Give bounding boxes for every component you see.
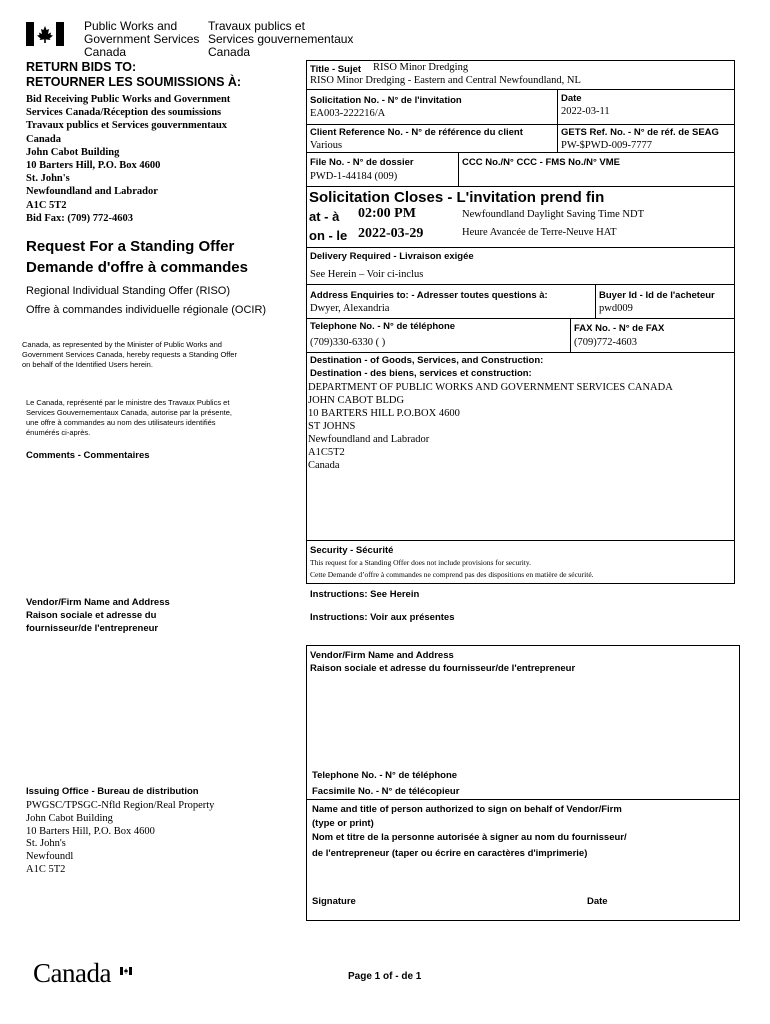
address-line: Newfoundland and Labrador — [26, 186, 158, 198]
dept-en-line: Canada — [84, 45, 127, 59]
issuing-line: A1C 5T2 — [26, 863, 66, 875]
statement-line: on behalf of the Identified Users herein. — [22, 360, 153, 369]
issuing-line: Newfoundl — [26, 851, 74, 863]
client-reference-label: Client Reference No. - N° de référence du client — [310, 127, 523, 138]
file-number-label: File No. - N° de dossier — [310, 157, 414, 168]
buyer-id-label: Buyer Id - Id de l'acheteur — [599, 290, 715, 301]
destination-label-en: Destination - of Goods, Services, and Construction: — [310, 355, 544, 366]
delivery-required-label: Delivery Required - Livraison exigée — [310, 251, 474, 262]
request-title-fr: Demande d'offre à commandes — [26, 259, 248, 276]
closing-date-value: 2022-03-29 — [358, 226, 424, 241]
request-title — [26, 236, 248, 278]
vendor-box-label: Vendor/Firm Name and Address — [310, 650, 454, 661]
issuing-line: St. John's — [26, 838, 66, 850]
address-enquiries-value: Dwyer, Alexandria — [310, 303, 390, 314]
statement-en — [22, 340, 237, 370]
address-line: Services Canada/Réception des soumissions — [26, 107, 222, 119]
gets-reference-value: PW-$PWD-009-7777 — [561, 140, 652, 151]
authorized-person-label: Nom et titre de la personne autorisée à signer au nom du fournisseur/ — [312, 832, 627, 843]
fax-label: FAX No. - N° de FAX — [574, 323, 665, 334]
issuing-office-address — [26, 800, 214, 877]
statement-line: Canada, as represented by the Minister of Public Works and — [22, 340, 222, 349]
date-label: Date — [561, 93, 582, 104]
bid-fax-line: Bid Fax: (709) 772-4603 — [26, 212, 134, 224]
request-subtitle-en: Regional Individual Standing Offer (RISO) — [26, 285, 231, 297]
statement-line: Government Services Canada, hereby requests a Standing Offer — [22, 350, 237, 359]
department-name-fr — [208, 20, 353, 59]
ccc-number-label: CCC No./N° CCC - FMS No./N° VME — [462, 157, 621, 168]
solicitation-number-label: Solicitation No. - N° de l'invitation — [310, 95, 462, 106]
statement-fr — [26, 398, 232, 438]
destination-line: JOHN CABOT BLDG — [308, 395, 405, 406]
address-enquiries-label: Address Enquiries to: - Adresser toutes questions à: — [310, 290, 548, 301]
request-title-en: Request For a Standing Offer — [26, 238, 235, 255]
vendor-fax-label: Facsimile No. - N° de télécopieur — [312, 786, 460, 797]
vendor-left-line: fournisseur/de l'entrepreneur — [26, 623, 159, 634]
title-value: RISO Minor Dredging — [373, 62, 469, 73]
timezone-fr: Heure Avancée de Terre-Neuve HAT — [462, 227, 617, 238]
solicitation-number-value: EA003-222216/A — [310, 108, 386, 119]
dept-fr-line: Canada — [208, 45, 251, 59]
return-bids-address — [26, 93, 230, 225]
dept-en-line: Government Services — [84, 32, 200, 46]
buyer-id-value: pwd009 — [599, 303, 633, 314]
at-label: at - à — [309, 209, 340, 224]
solicitation-closes-title: Solicitation Closes - L'invitation prend fin — [309, 189, 605, 206]
destination-line: 10 BARTERS HILL P.O.BOX 4600 — [308, 408, 460, 419]
delivery-required-value: See Herein – Voir ci-inclus — [310, 269, 424, 280]
dept-en-line: Public Works and — [84, 19, 178, 33]
security-text-fr: Cette Demande d’offre à commandes ne comprend pas des dispositions en matière de sécurité. — [310, 570, 594, 579]
destination-address — [308, 381, 673, 472]
request-subtitle — [26, 282, 266, 320]
destination-line: A1C5T2 — [308, 447, 345, 458]
issuing-line: John Cabot Building — [26, 812, 113, 824]
return-bids-title-en: RETURN BIDS TO: — [26, 60, 137, 74]
telephone-value: (709)330-6330 ( ) — [310, 337, 386, 348]
dept-fr-line: Services gouvernementaux — [208, 32, 354, 46]
issuing-office-label: Issuing Office - Bureau de distribution — [26, 786, 199, 797]
date-value: 2022-03-11 — [561, 106, 610, 117]
gets-reference-label: GETS Ref. No. - N° de réf. de SEAG — [561, 127, 719, 138]
telephone-label: Telephone No. - N° de téléphone — [310, 321, 456, 332]
canada-wordmark-flag-icon — [120, 962, 132, 970]
statement-line: énumérés ci-après. — [26, 428, 91, 437]
security-text-en: This request for a Standing Offer does not include provisions for security. — [310, 558, 531, 567]
destination-line: Newfoundland and Labrador — [308, 434, 430, 445]
statement-line: une offre à commandes au nom des utilisateurs identifiés — [26, 418, 216, 427]
authorized-person-field[interactable] — [310, 862, 736, 892]
title-value-full: RISO Minor Dredging - Eastern and Central Newfoundland, NL — [310, 75, 581, 86]
address-line: 10 Barters Hill, P.O. Box 4600 — [26, 160, 161, 172]
return-bids-title — [26, 60, 241, 90]
destination-line: Canada — [308, 460, 340, 471]
statement-line: Le Canada, représenté par le ministre des Travaux Publics et — [26, 398, 230, 407]
issuing-line: 10 Barters Hill, P.O. Box 4600 — [26, 825, 155, 837]
vendor-box-label-fr: Raison sociale et adresse du fournisseur/de l'entrepreneur — [310, 663, 576, 674]
address-line: A1C 5T2 — [26, 199, 67, 211]
destination-line: ST JOHNS — [308, 421, 356, 432]
return-bids-title-fr: RETOURNER LES SOUMISSIONS À: — [26, 75, 242, 89]
address-line: Bid Receiving Public Works and Government — [26, 94, 231, 105]
vendor-telephone-label: Telephone No. - N° de téléphone — [312, 770, 458, 781]
vendor-name-address-field[interactable] — [310, 678, 736, 766]
vendor-left-label — [26, 596, 170, 635]
statement-line: Services Gouvernementaux Canada, autorise par la présente, — [26, 408, 232, 417]
address-line: John Cabot Building — [26, 146, 120, 158]
authorized-person-label: (type or print) — [312, 818, 374, 829]
vendor-left-line: Vendor/Firm Name and Address — [26, 597, 170, 608]
title-label: Title - Sujet — [310, 64, 362, 75]
on-label: on - le — [309, 228, 348, 243]
destination-label-fr: Destination - des biens, services et construction: — [310, 368, 532, 379]
canada-wordmark: Canada — [33, 958, 111, 988]
signature-label: Signature — [312, 896, 356, 907]
destination-line: DEPARTMENT OF PUBLIC WORKS AND GOVERNMENT SERVICES CANADA — [308, 382, 673, 393]
request-subtitle-fr: Offre à commandes individuelle régionale (OCIR) — [26, 304, 267, 316]
department-name-en — [84, 20, 199, 59]
signature-date-label: Date — [587, 896, 608, 907]
security-label: Security - Sécurité — [310, 545, 394, 556]
vendor-left-line: Raison sociale et adresse du — [26, 610, 157, 621]
canada-flag-icon — [26, 22, 64, 46]
instructions-fr: Instructions: Voir aux présentes — [310, 612, 455, 623]
comments-label: Comments - Commentaires — [26, 450, 150, 461]
client-reference-value: Various — [310, 140, 343, 151]
address-line: Canada — [26, 133, 62, 145]
authorized-person-label: de l'entrepreneur (taper ou écrire en caractères d'imprimerie) — [312, 848, 588, 859]
instructions-en: Instructions: See Herein — [310, 589, 420, 600]
fax-value: (709)772-4603 — [574, 337, 637, 348]
page-number: Page 1 of - de 1 — [348, 971, 422, 982]
dept-fr-line: Travaux publics et — [208, 19, 305, 33]
file-number-value: PWD-1-44184 (009) — [310, 171, 398, 182]
address-line: Travaux publics et Services gouvernmentaux — [26, 120, 228, 132]
closing-time-value: 02:00 PM — [358, 206, 416, 221]
timezone-en: Newfoundland Daylight Saving Time NDT — [462, 209, 644, 220]
address-line: St. John's — [26, 173, 70, 185]
issuing-line: PWGSC/TPSGC-Nfld Region/Real Property — [26, 800, 215, 811]
authorized-person-label: Name and title of person authorized to sign on behalf of Vendor/Firm — [312, 804, 622, 815]
